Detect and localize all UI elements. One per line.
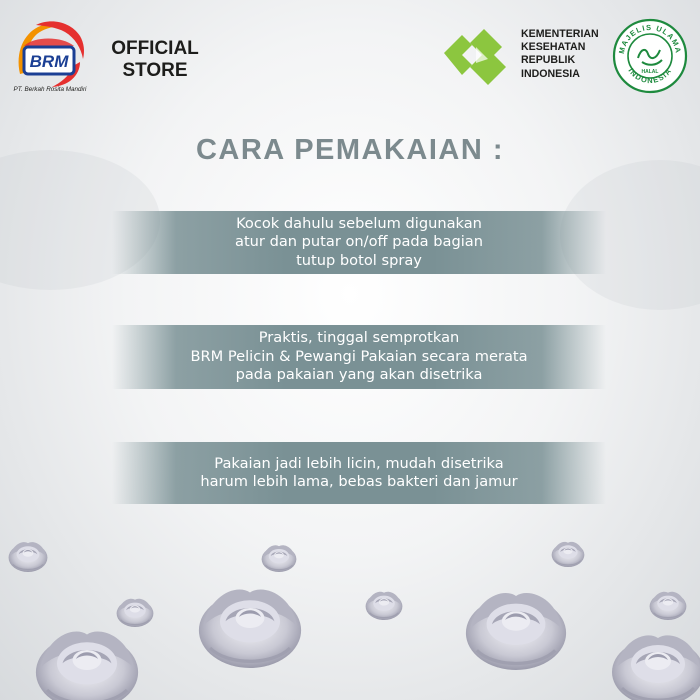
rose-decoration [550, 535, 586, 567]
kemenkes-line: REPUBLIK [521, 54, 576, 67]
instruction-step-3 [112, 442, 606, 504]
step-text-line: Pakaian jadi lebih licin, mudah disetrika [214, 454, 504, 472]
step-text-line: tutup botol spray [296, 251, 422, 269]
step-text-line: atur dan putar on/off pada bagian [235, 233, 483, 251]
kemenkes-line: INDONESIA [521, 67, 580, 80]
step-text-line: Praktis, tinggal semprotkan [258, 329, 460, 347]
halal-seal-icon [612, 18, 688, 94]
kemenkes-label [521, 28, 621, 81]
store-line: STORE [122, 60, 188, 81]
brm-logo-icon [10, 16, 90, 96]
halal-bottom-text: INDONESIA [626, 66, 674, 86]
rose-decoration [260, 538, 298, 572]
brm-logo-text: BRM [29, 52, 69, 71]
rose-decoration [648, 584, 688, 620]
halal-center-text: HALAL [641, 69, 659, 75]
official-line: OFFICIAL [111, 38, 199, 59]
kemenkes-logo-icon [440, 19, 512, 91]
step-text-line: harum lebih lama, bebas bakteri dan jamur [200, 473, 518, 490]
kemenkes-line: KESEHATAN [521, 41, 586, 54]
instruction-step-1 [112, 211, 606, 274]
instruction-step-2 [112, 325, 606, 389]
rose-decoration [190, 568, 310, 668]
rose-decoration [606, 616, 700, 700]
rose-decoration [6, 534, 50, 572]
step-text-line: BRM Pelicin & Pewangi Pakaian secara merata [190, 347, 528, 365]
rose-decoration [22, 610, 152, 700]
page-title: CARA PEMAKAIAN : [195, 134, 505, 166]
rose-decoration [458, 572, 574, 670]
halal-top-text: MAJELIS ULAMA [616, 22, 684, 55]
step-text-line: pada pakaian yang akan disetrika [235, 366, 483, 384]
official-store-label [100, 38, 210, 82]
brm-logo-caption: PT. Berkah Rosita Mandiri [13, 86, 87, 93]
rose-decoration [364, 584, 404, 620]
step-text-line: Kocok dahulu sebelum digunakan [236, 214, 482, 232]
kemenkes-line: KEMENTERIAN [521, 28, 599, 40]
